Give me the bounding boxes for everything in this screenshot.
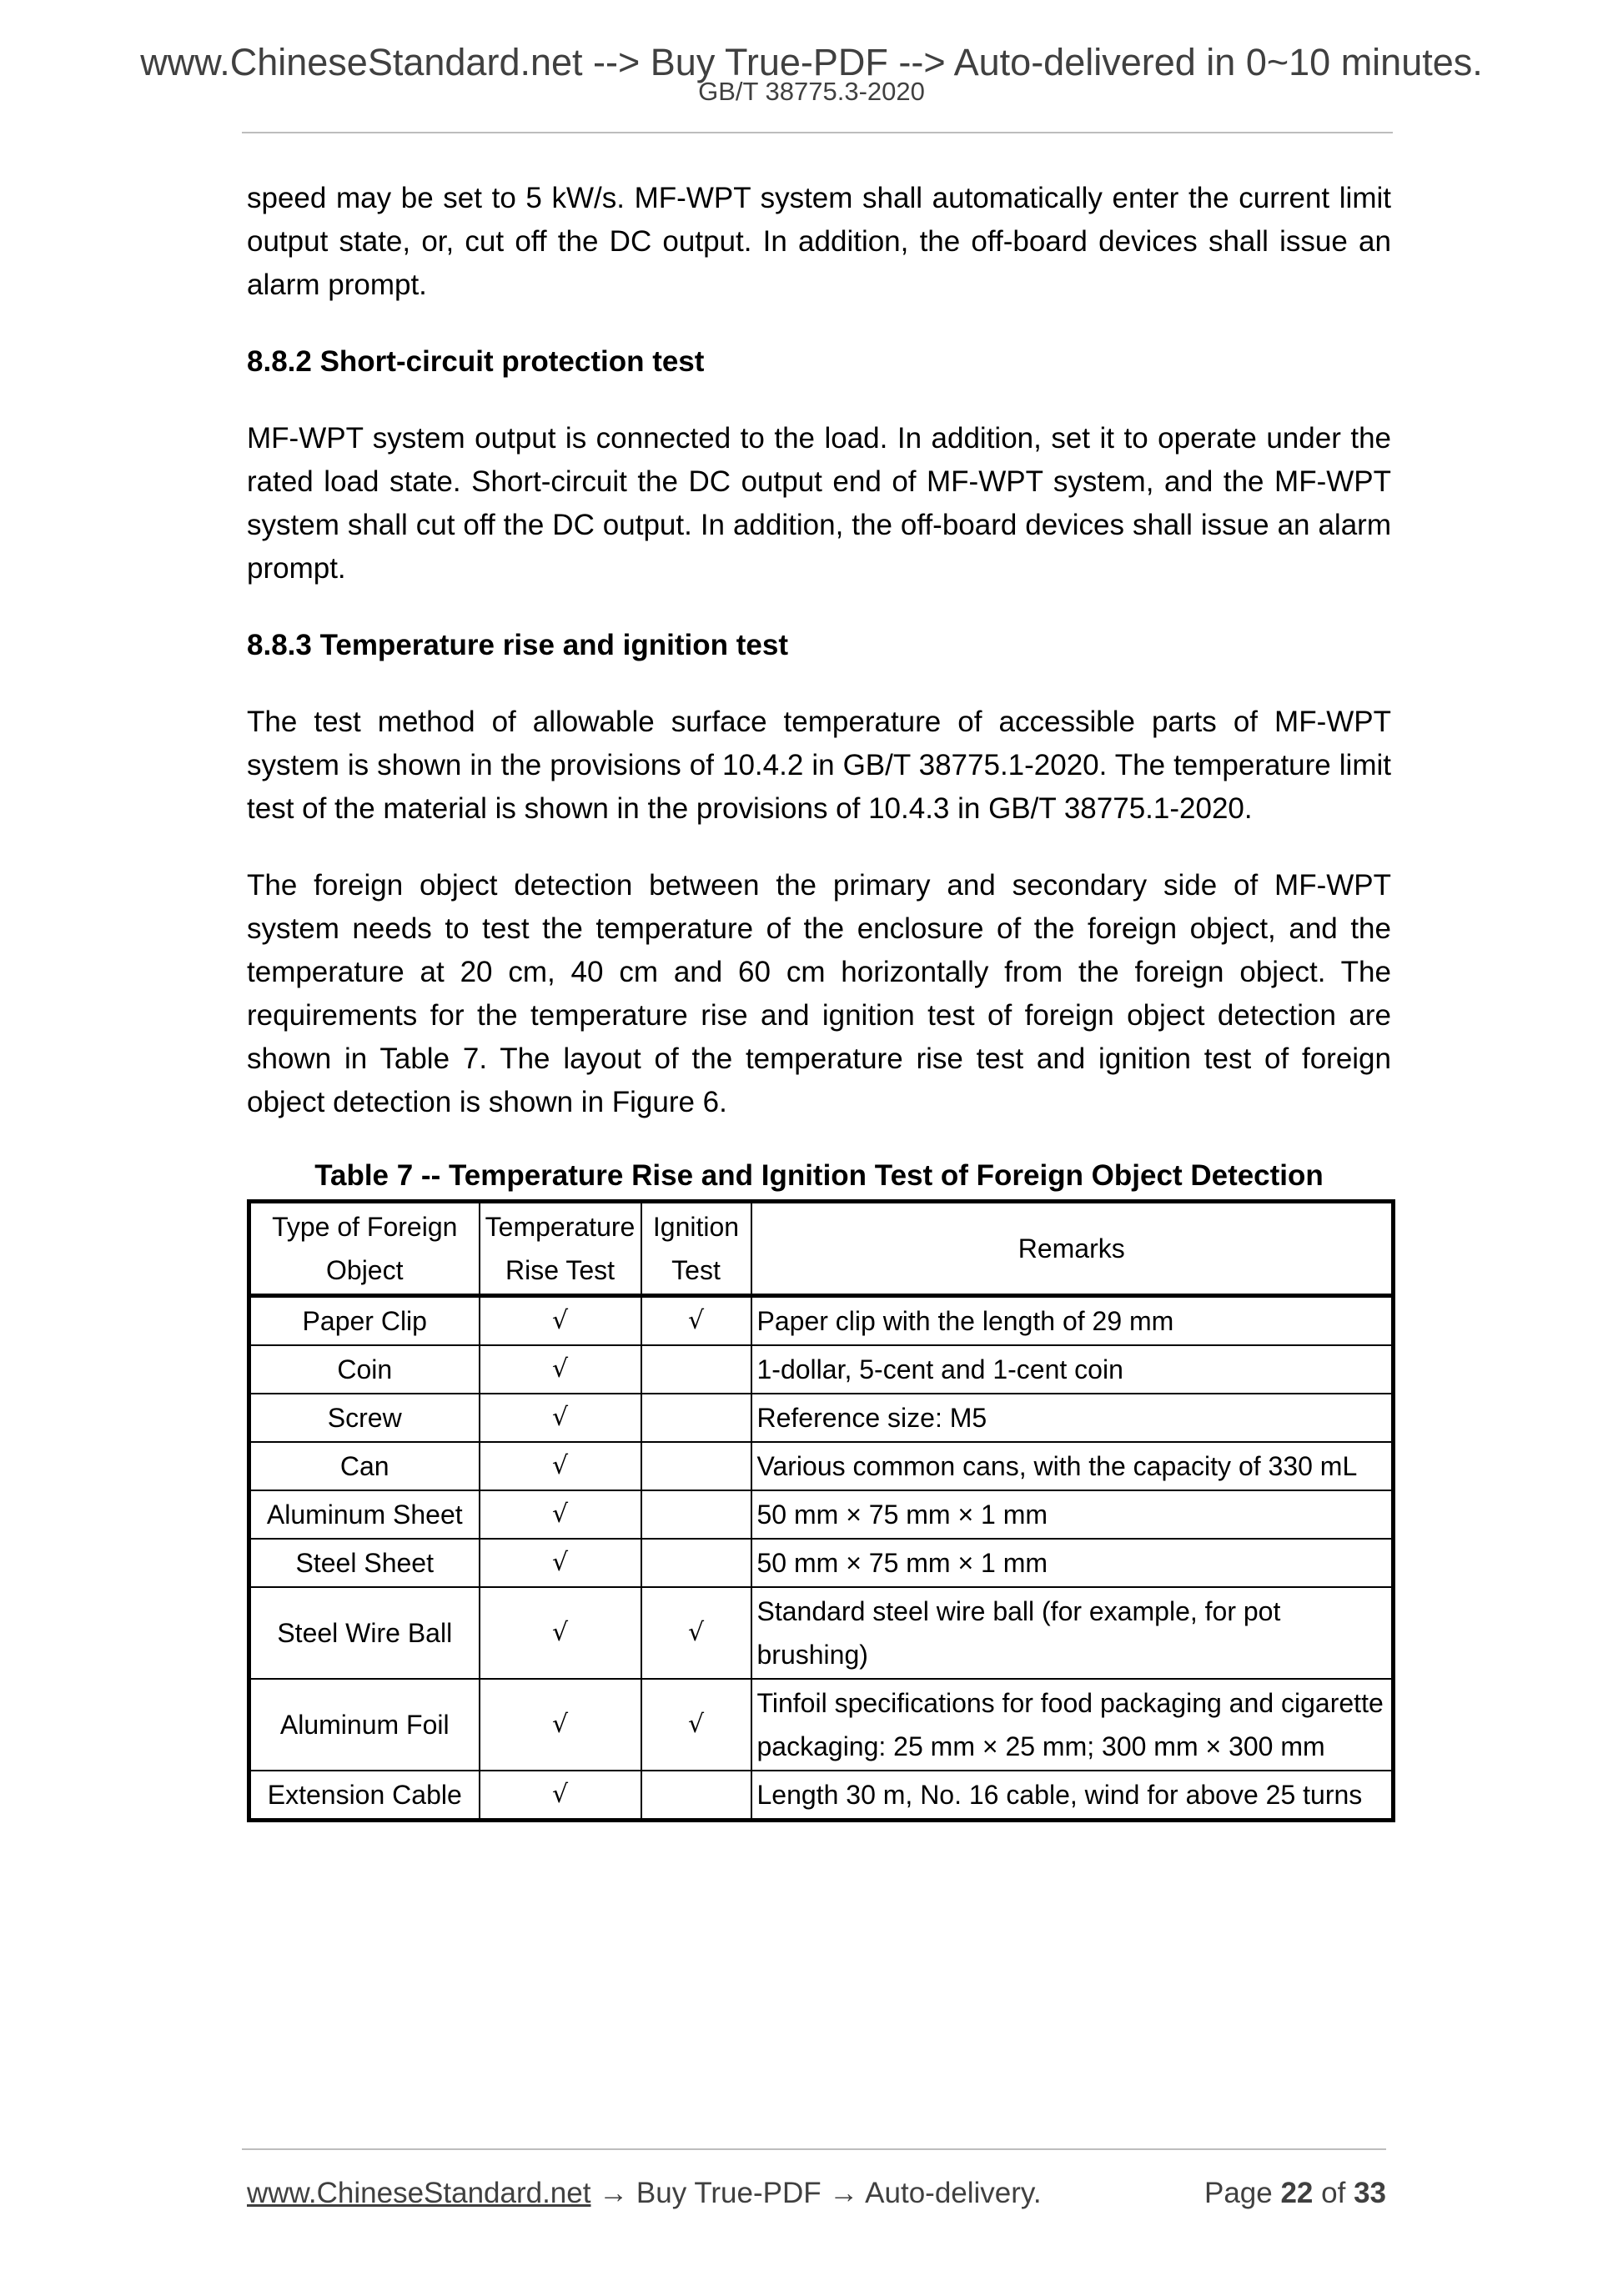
cell-remarks: Paper clip with the length of 29 mm: [751, 1296, 1394, 1346]
header-remarks: Remarks: [751, 1202, 1394, 1296]
cell-ignition-check: [641, 1442, 751, 1490]
cell-remarks: Standard steel wire ball (for example, for pot brushing): [751, 1587, 1394, 1679]
cell-type: Extension Cable: [249, 1771, 480, 1821]
cell-ignition-check: √: [641, 1296, 751, 1346]
footer-divider: [242, 2148, 1386, 2150]
cell-type: Paper Clip: [249, 1296, 480, 1346]
cell-ignition-check: [641, 1394, 751, 1442]
header-divider: [242, 132, 1393, 133]
table-caption: Table 7 -- Temperature Rise and Ignition Test of Foreign Object Detection: [314, 1159, 1324, 1192]
header-ignition: Ignition Test: [641, 1202, 751, 1296]
section-heading-8-8-3: 8.8.3 Temperature rise and ignition test: [247, 629, 788, 661]
section-8-8-2-paragraph: MF-WPT system output is connected to the load. In addition, set it to operate under the rated load state. Short-circuit the DC output end of MF-WPT system, and the MF-WPT system shall cut off the DC output. In addition, the off-board devices shall issue an alarm prompt.: [247, 422, 1391, 585]
table-row: [249, 1490, 1394, 1539]
cell-ignition-check: [641, 1539, 751, 1587]
cell-type: Screw: [249, 1394, 480, 1442]
cell-temperature-check: √: [480, 1345, 641, 1394]
table-row: [249, 1771, 1394, 1821]
cell-remarks: 50 mm × 75 mm × 1 mm: [751, 1539, 1394, 1587]
page-content: [247, 177, 1391, 1822]
cell-temperature-check: √: [480, 1771, 641, 1821]
page-label: Page: [1203, 2177, 1273, 2209]
header-temperature-rise: Temperature Rise Test: [480, 1202, 641, 1296]
site-link[interactable]: www.ChineseStandard.net: [247, 2177, 591, 2209]
table-row: [249, 1345, 1394, 1394]
cell-ignition-check: √: [641, 1679, 751, 1771]
table-row: [249, 1442, 1394, 1490]
promo-banner: www.ChineseStandard.net --> Buy True-PDF --> Auto-delivered in 0~10 minutes.: [140, 41, 1483, 83]
section-8-8-3-paragraph-1: The test method of allowable surface temperature of accessible parts of MF-WPT system is shown in the provisions of 10.4.2 in GB/T 38775.1-2020. The temperature limit test of the material is shown in the provisions of 10.4.3 in GB/T 38775.1-2020.: [247, 706, 1391, 825]
table-row: [249, 1296, 1394, 1346]
header-type: Type of Foreign Object: [249, 1202, 480, 1296]
cell-temperature-check: √: [480, 1296, 641, 1346]
cell-type: Can: [249, 1442, 480, 1490]
of-label: of: [1321, 2177, 1346, 2209]
page-footer: [247, 2175, 1386, 2212]
cell-ignition-check: [641, 1345, 751, 1394]
table-row: [249, 1539, 1394, 1587]
total-pages: 33: [1354, 2177, 1386, 2209]
cell-remarks: Reference size: M5: [751, 1394, 1394, 1442]
section-heading-8-8-2: 8.8.2 Short-circuit protection test: [247, 345, 705, 378]
cell-type: Coin: [249, 1345, 480, 1394]
cell-temperature-check: √: [480, 1587, 641, 1679]
table-row: [249, 1394, 1394, 1442]
cell-remarks: Various common cans, with the capacity of 330 mL: [751, 1442, 1394, 1490]
cell-temperature-check: √: [480, 1490, 641, 1539]
intro-paragraph: speed may be set to 5 kW/s. MF-WPT system shall automatically enter the current limit output state, or, cut off the DC output. In addition, the off-board devices shall issue an alarm prompt.: [247, 182, 1391, 301]
cell-remarks: Length 30 m, No. 16 cable, wind for above 25 turns: [751, 1771, 1394, 1821]
table-row: [249, 1679, 1394, 1771]
cell-temperature-check: √: [480, 1442, 641, 1490]
cell-temperature-check: √: [480, 1679, 641, 1771]
cell-remarks: 50 mm × 75 mm × 1 mm: [751, 1490, 1394, 1539]
cell-remarks: 1-dollar, 5-cent and 1-cent coin: [751, 1345, 1394, 1394]
cell-type: Steel Sheet: [249, 1539, 480, 1587]
section-8-8-3-paragraph-2: The foreign object detection between the primary and secondary side of MF-WPT system needs to test the temperature of the enclosure of the foreign object, and the temperature at 20 cm, 40 cm and 60 cm horizontally from the foreign object. The requirements for the temperature rise and ignition test of foreign object detection are shown in Table 7. The layout of the temperature rise test and ignition test of foreign object detection is shown in Figure 6.: [247, 869, 1391, 1118]
cell-ignition-check: [641, 1490, 751, 1539]
table-header-row: [249, 1202, 1394, 1296]
standard-number: GB/T 38775.3-2020: [698, 77, 925, 106]
table-row: [249, 1587, 1394, 1679]
cell-temperature-check: √: [480, 1394, 641, 1442]
cell-ignition-check: √: [641, 1587, 751, 1679]
page-indicator: [1204, 2175, 1386, 2212]
footer-tagline: → Buy True-PDF → Auto-delivery.: [590, 2177, 1042, 2209]
cell-type: Aluminum Sheet: [249, 1490, 480, 1539]
foreign-object-table: [247, 1199, 1395, 1822]
cell-type: Steel Wire Ball: [249, 1587, 480, 1679]
cell-type: Aluminum Foil: [249, 1679, 480, 1771]
cell-remarks: Tinfoil specifications for food packaging and cigarette packaging: 25 mm × 25 mm; 300 mm × 300 mm: [751, 1679, 1394, 1771]
page-number: 22: [1280, 2177, 1314, 2209]
cell-ignition-check: [641, 1771, 751, 1821]
cell-temperature-check: √: [480, 1539, 641, 1587]
